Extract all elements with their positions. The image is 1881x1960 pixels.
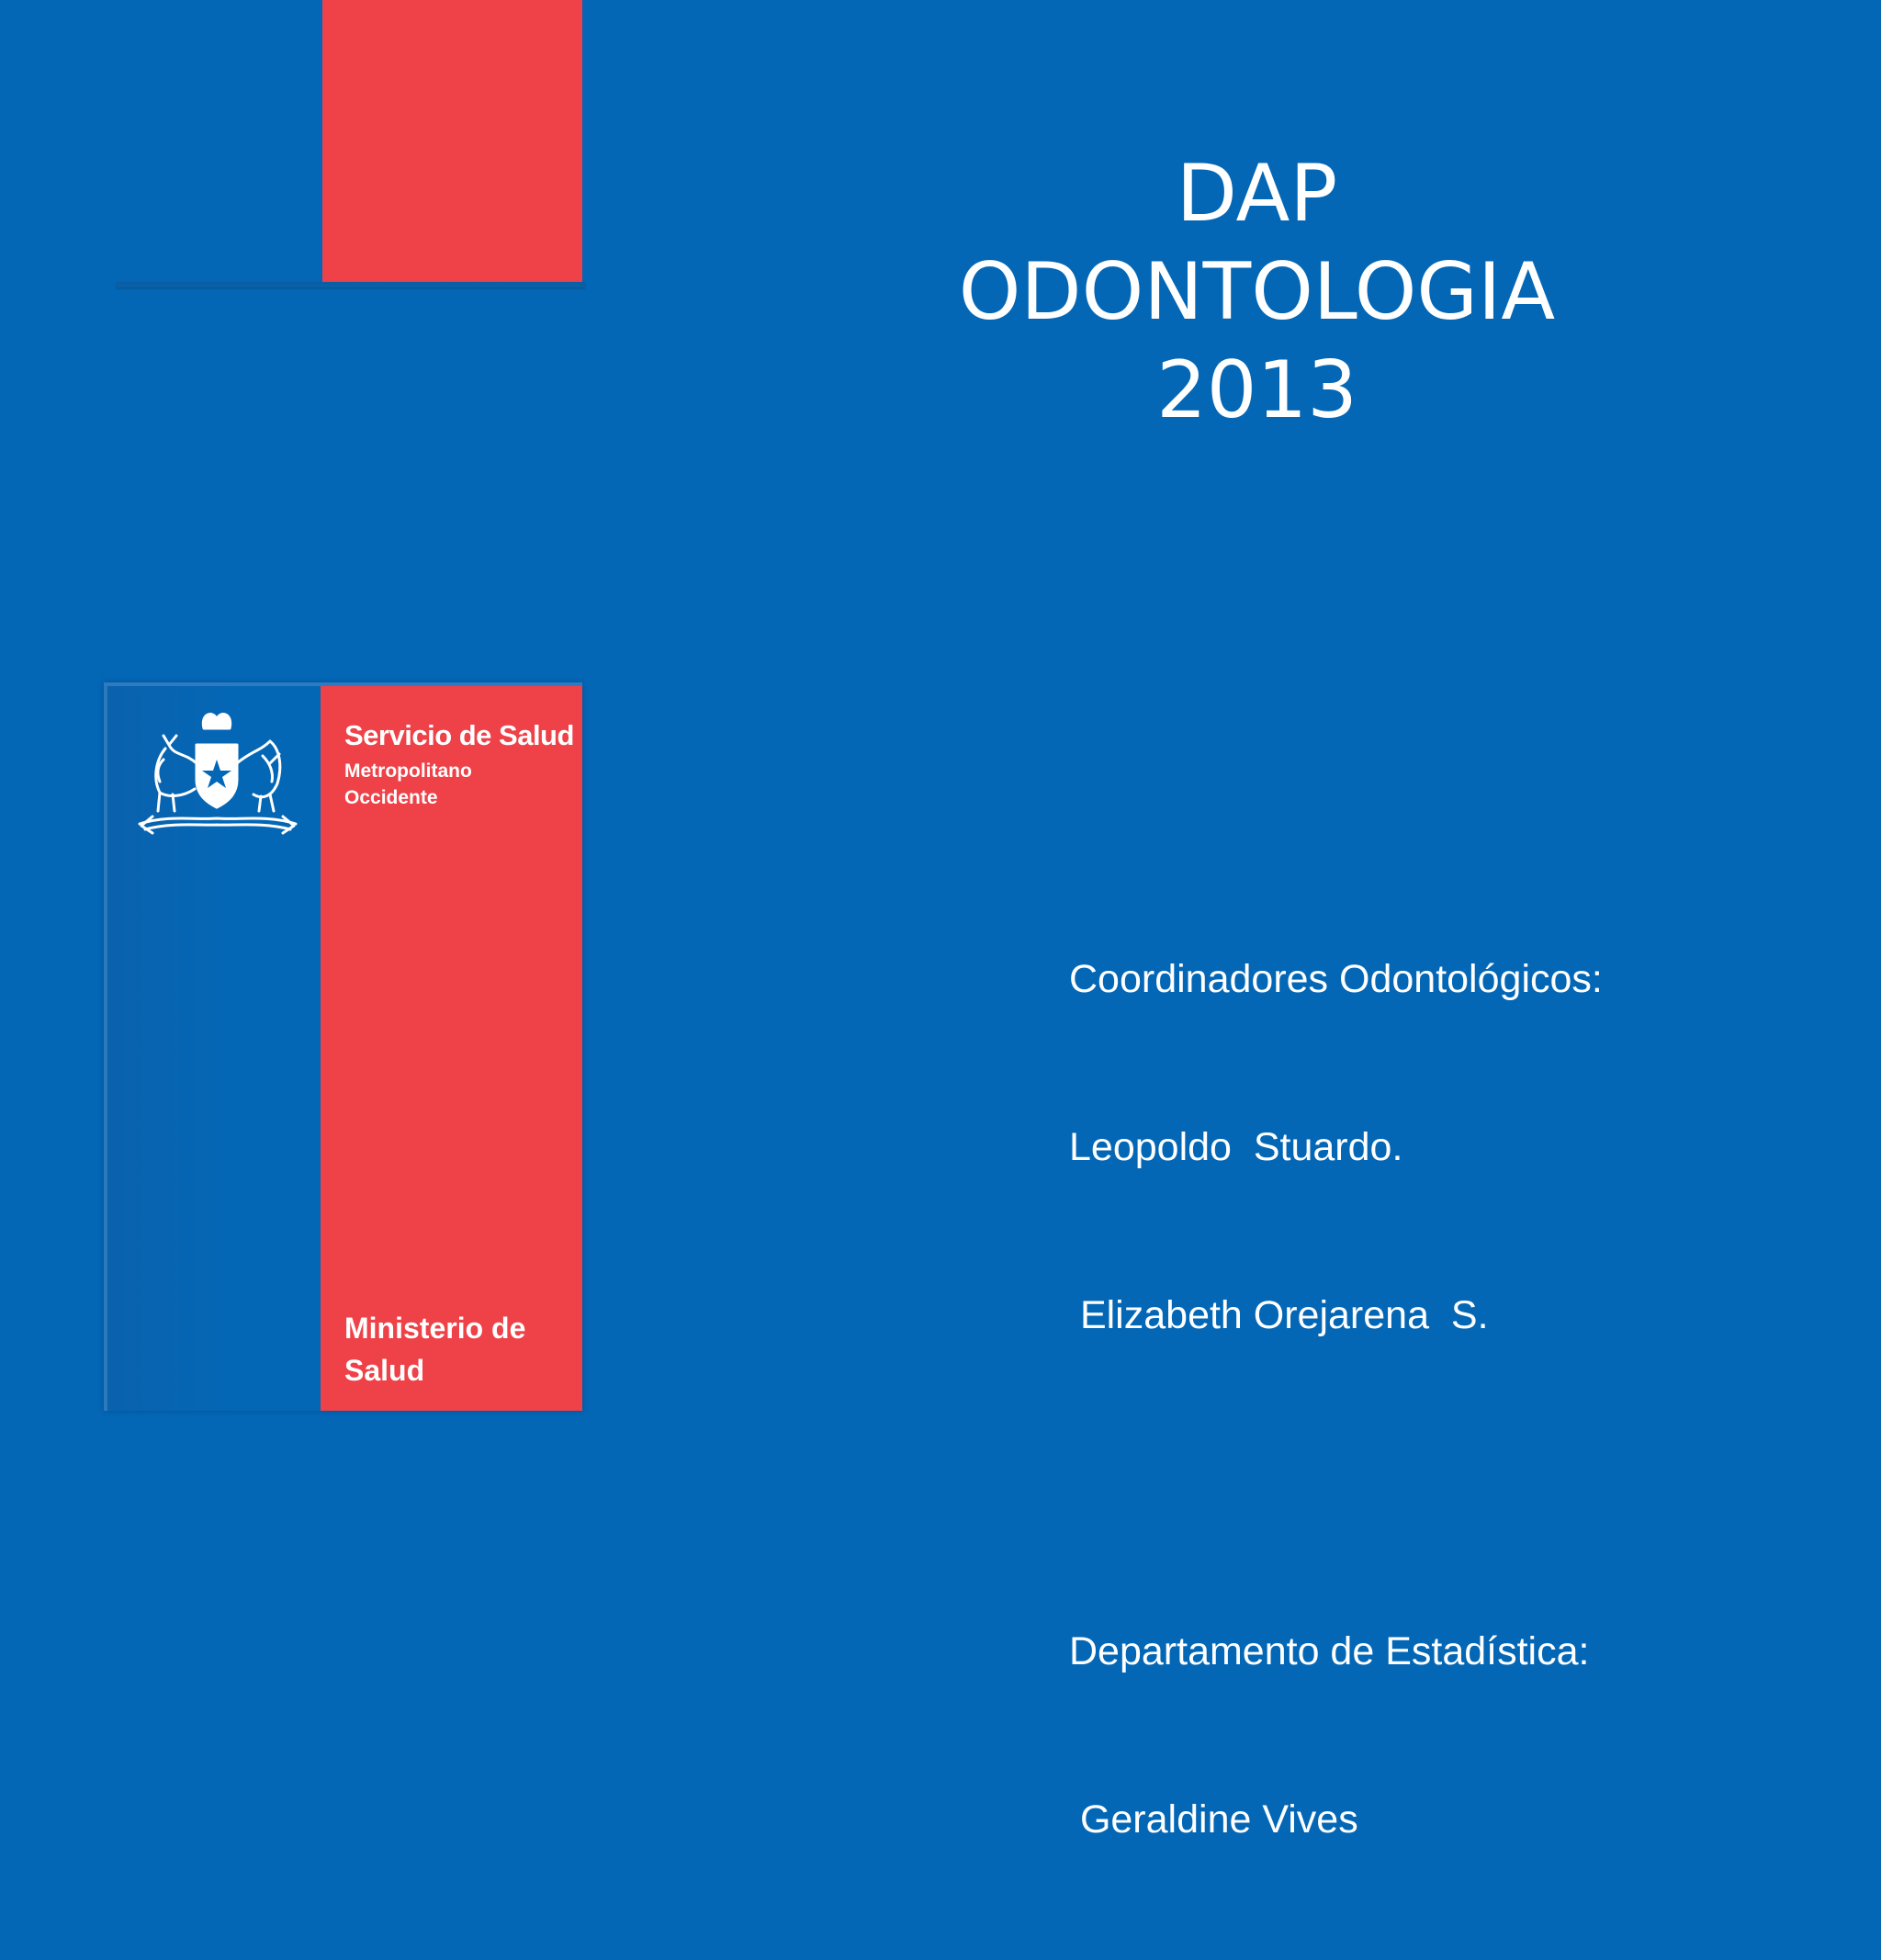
- title-line-3: 2013: [1156, 344, 1357, 436]
- credits-spacer: [1069, 1456, 1603, 1512]
- logo-panel-top-edge: [104, 682, 582, 686]
- coordinator-name-2: Elizabeth Orejarena S.: [1069, 1293, 1489, 1337]
- statistics-heading: Departamento de Estadística:: [1069, 1629, 1590, 1673]
- ministry-label: [344, 1307, 525, 1391]
- chile-coat-of-arms-icon: [132, 708, 302, 837]
- organization-subtitle-1: Metropolitano: [344, 760, 472, 782]
- organization-name: Servicio de Salud: [344, 719, 574, 751]
- top-red-block: [322, 0, 582, 282]
- statistician-name: Geraldine Vives: [1069, 1797, 1358, 1842]
- credits-block: [1069, 839, 1603, 1960]
- ministry-label-line-1: Ministerio de: [344, 1312, 526, 1345]
- coordinator-name-1: Leopoldo Stuardo.: [1069, 1125, 1403, 1169]
- coordinators-heading: Coordinadores Odontológicos:: [1069, 957, 1603, 1001]
- ministry-label-line-2: Salud: [344, 1354, 425, 1387]
- organization-subtitle-2: Occidente: [344, 787, 438, 808]
- slide-title: [882, 145, 1632, 440]
- top-divider-line: [117, 282, 585, 287]
- title-line-2: ODONTOLOGIA: [958, 246, 1556, 338]
- title-line-1: DAP: [1176, 148, 1338, 240]
- government-logo-panel: [104, 682, 582, 1411]
